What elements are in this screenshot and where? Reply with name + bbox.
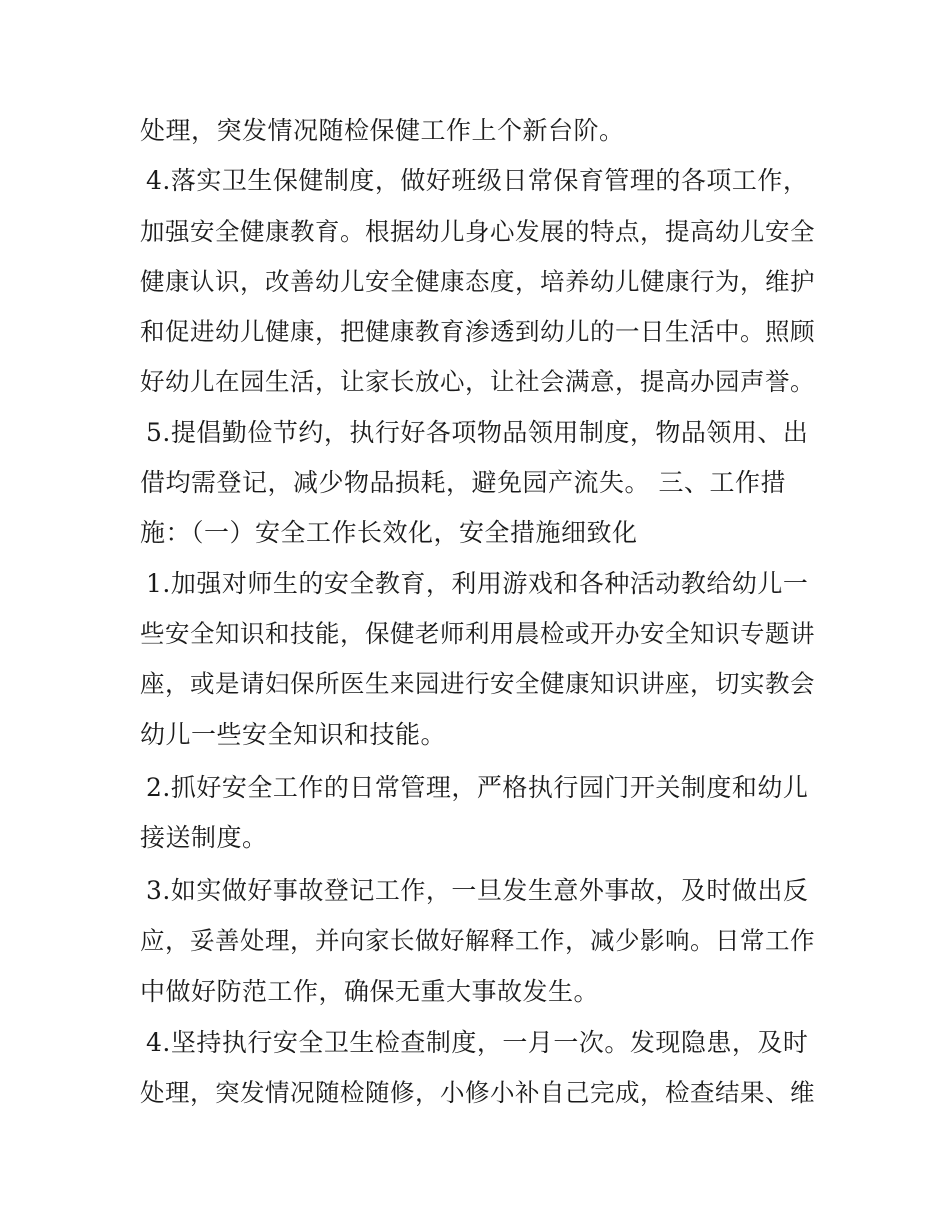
text-line: 中做好防范工作，确保无重大事故发生。 [140, 977, 600, 1006]
text-line: 施：（一）安全工作长效化，安全措施细致化 [140, 518, 638, 547]
text-line: 些安全知识和技能，保健老师利用晨检或开办安全知识专题讲 [140, 619, 815, 648]
text-line: 5.提倡勤俭节约，执行好各项物品领用制度，物品领用、出 [146, 418, 809, 447]
text-line: 和促进幼儿健康，把健康教育渗透到幼儿的一日生活中。照顾 [140, 317, 815, 346]
text-line: 处理，突发情况随检保健工作上个新台阶。 [140, 116, 625, 145]
text-line: 4.落实卫生保健制度，做好班级日常保育管理的各项工作， [146, 166, 809, 195]
text-line: 幼儿一些安全知识和技能。 [140, 720, 447, 749]
text-line: 座，或是请妇保所医生来园进行安全健康知识讲座，切实教会 [140, 669, 815, 698]
text-line: 1.加强对师生的安全教育，利用游戏和各种活动教给幼儿一 [146, 569, 809, 598]
text-line: 健康认识，改善幼儿安全健康态度，培养幼儿健康行为，维护 [140, 267, 815, 296]
text-line: 3.如实做好事故登记工作，一旦发生意外事故，及时做出反 [146, 876, 809, 905]
text-line: 应，妥善处理，并向家长做好解释工作，减少影响。日常工作 [140, 926, 815, 955]
text-line: 处理，突发情况随检随修，小修小补自己完成，检查结果、维 [140, 1078, 815, 1107]
text-line: 借均需登记，减少物品损耗，避免园产流失。 三、工作措 [140, 468, 786, 497]
text-line: 4.坚持执行安全卫生检查制度，一月一次。发现隐患，及时 [146, 1028, 809, 1057]
text-line: 好幼儿在园生活，让家长放心，让社会满意，提高办园声誉。 [140, 367, 815, 396]
text-line: 加强安全健康教育。根据幼儿身心发展的特点，提高幼儿安全 [140, 217, 815, 246]
text-line: 2.抓好安全工作的日常管理，严格执行园门开关制度和幼儿 [146, 773, 809, 802]
text-line: 接送制度。 [140, 823, 268, 852]
